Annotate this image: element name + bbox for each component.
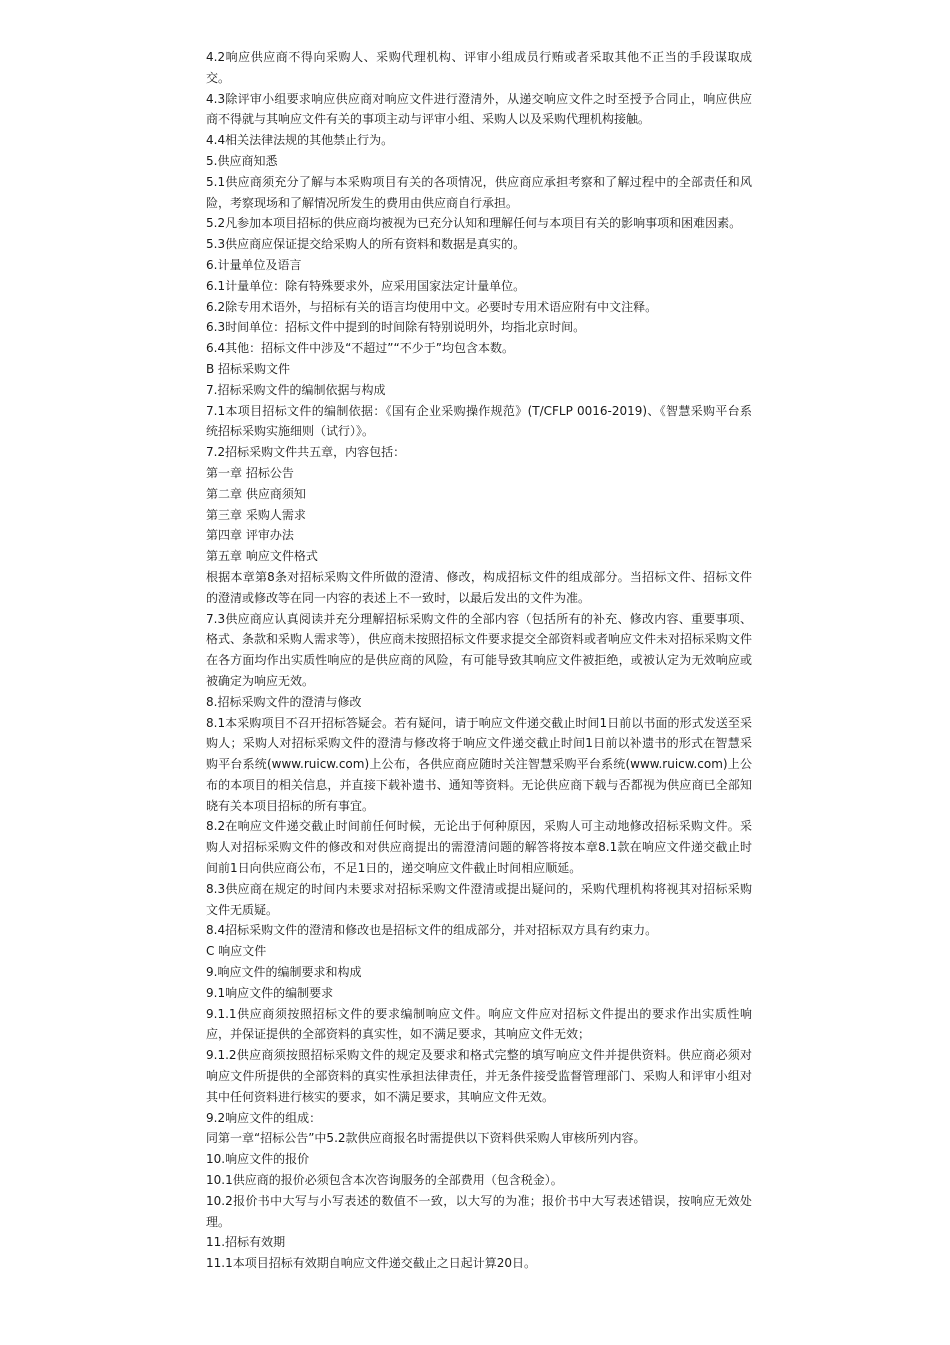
paragraph-9-1-2: 9.1.2供应商须按照招标采购文件的规定及要求和格式完整的填写响应文件并提供资料。供应商必须对响应文件所提供的全部资料的真实性承担法律责任，并无条件接受监督管理部门、采购人和评审小组对其中任何资料进行核实的要求，如不满足要求，其响应文件无效。: [206, 1048, 752, 1104]
paragraph-5-3: 5.3供应商应保证提交给采购人的所有资料和数据是真实的。: [206, 237, 526, 252]
paragraph-6-3: 6.3时间单位：招标文件中提到的时间除有特别说明外，均指北京时间。: [206, 320, 586, 335]
paragraph-5-2: 5.2凡参加本项目招标的供应商均被视为已充分认知和理解任何与本项目有关的影响事项和困难因素。: [206, 216, 742, 231]
paragraph-6-2: 6.2除专用术语外，与招标有关的语言均使用中文。必要时专用术语应附有中文注释。: [206, 299, 658, 314]
heading-9-2: 9.2响应文件的组成：: [206, 1110, 322, 1125]
paragraph-7-3: 7.3供应商应认真阅读并充分理解招标采购文件的全部内容（包括所有的补充、修改内容、重要事项、格式、条款和采购人需求等），供应商未按照招标文件要求提交全部资料或者响应文件未对招标采购文件在各方面均作出实质性响应的是供应商的风险，有可能导致其响应文件被拒绝，或被认定为无效响应或被确定为响应无效。: [206, 611, 753, 688]
section-heading-b: B 招标采购文件: [206, 361, 291, 376]
heading-6: 6.计量单位及语言: [206, 257, 302, 272]
paragraph-8-3: 8.3供应商在规定的时间内未要求对招标采购文件澄清或提出疑问的，采购代理机构将视其对招标采购文件无质疑。: [206, 881, 752, 917]
paragraph-8-1: 8.1本采购项目不召开招标答疑会。若有疑问，请于响应文件递交截止时间1日前以书面的形式发送至采购人；采购人对招标采购文件的澄清与修改将于响应文件递交截止时间1日前以补遗书的形式在智慧采购平台系统(www.ruicw.com)上公布，各供应商应随时关注智慧采购平台系统(www.ruicw.com)上公布的本项目的相关信息，并直接下载补遗书、通知等资料。无论供应商下载与否都视为供应商已全部知晓有关本项目招标的所有事宜。: [206, 715, 752, 813]
chapter-1: 第一章 招标公告: [206, 465, 294, 480]
paragraph-7-2-note: 根据本章第8条对招标采购文件所做的澄清、修改，构成招标文件的组成部分。当招标文件、招标文件的澄清或修改等在同一内容的表述上不一致时，以最后发出的文件为准。: [206, 569, 752, 605]
paragraph-7-2: 7.2招标采购文件共五章，内容包括：: [206, 445, 406, 460]
paragraph-10-2: 10.2报价书中大写与小写表述的数值不一致，以大写的为准；报价书中大写表述错误，按响应无效处理。: [206, 1193, 752, 1229]
paragraph-4-4: 4.4相关法律法规的其他禁止行为。: [206, 133, 394, 148]
chapter-3: 第三章 采购人需求: [206, 507, 306, 522]
paragraph-8-4: 8.4招标采购文件的澄清和修改也是招标文件的组成部分，并对招标双方具有约束力。: [206, 923, 658, 938]
paragraph-7-1: 7.1本项目招标文件的编制依据：《国有企业采购操作规范》(T/CFLP 0016-2019)、《智慧采购平台系统招标采购实施细则（试行）》。: [206, 403, 752, 439]
section-heading-c: C 响应文件: [206, 944, 267, 959]
paragraph-6-1: 6.1计量单位：除有特殊要求外，应采用国家法定计量单位。: [206, 278, 526, 293]
heading-5: 5.供应商知悉: [206, 153, 278, 168]
heading-7: 7.招标采购文件的编制依据与构成: [206, 382, 386, 397]
paragraph-4-3: 4.3除评审小组要求响应供应商对响应文件进行澄清外，从递交响应文件之时至授予合同止，响应供应商不得就与其响应文件有关的事项主动与评审小组、采购人以及采购代理机构接触。: [206, 91, 752, 127]
paragraph-5-1: 5.1供应商须充分了解与本采购项目有关的各项情况，供应商应承担考察和了解过程中的全部责任和风险，考察现场和了解情况所发生的费用由供应商自行承担。: [206, 174, 752, 210]
chapter-4: 第四章 评审办法: [206, 528, 294, 543]
paragraph-9-2: 同第一章“招标公告”中5.2款供应商报名时需提供以下资料供采购人审核所列内容。: [206, 1131, 646, 1146]
document-body: [206, 47, 752, 1274]
paragraph-4-2: 4.2响应供应商不得向采购人、采购代理机构、评审小组成员行贿或者采取其他不正当的手段谋取成交。: [206, 50, 752, 85]
paragraph-8-2: 8.2在响应文件递交截止时间前任何时候，无论出于何种原因，采购人可主动地修改招标采购文件。采购人对招标采购文件的修改和对供应商提出的需澄清问题的解答将按本章8.1款在响应文件递交截止时间前1日向供应商公布，不足1日的，递交响应文件截止时间相应顺延。: [206, 819, 752, 876]
heading-9-1: 9.1响应文件的编制要求: [206, 985, 334, 1000]
heading-10: 10.响应文件的报价: [206, 1152, 310, 1167]
heading-8: 8.招标采购文件的澄清与修改: [206, 694, 362, 709]
paragraph-9-1-1: 9.1.1供应商须按照招标文件的要求编制响应文件。响应文件应对招标文件提出的要求作出实质性响应，并保证提供的全部资料的真实性，如不满足要求，其响应文件无效；: [206, 1006, 752, 1042]
paragraph-6-4: 6.4其他：招标文件中涉及“不超过”“不少于”均包含本数。: [206, 341, 514, 356]
chapter-5: 第五章 响应文件格式: [206, 549, 318, 564]
paragraph-10-1: 10.1供应商的报价必须包含本次咨询服务的全部费用（包含税金）。: [206, 1173, 563, 1188]
heading-11: 11.招标有效期: [206, 1235, 286, 1250]
paragraph-11-1: 11.1本项目招标有效期自响应文件递交截止之日起计算20日。: [206, 1256, 536, 1271]
heading-9: 9.响应文件的编制要求和构成: [206, 965, 362, 980]
chapter-2: 第二章 供应商须知: [206, 486, 306, 501]
